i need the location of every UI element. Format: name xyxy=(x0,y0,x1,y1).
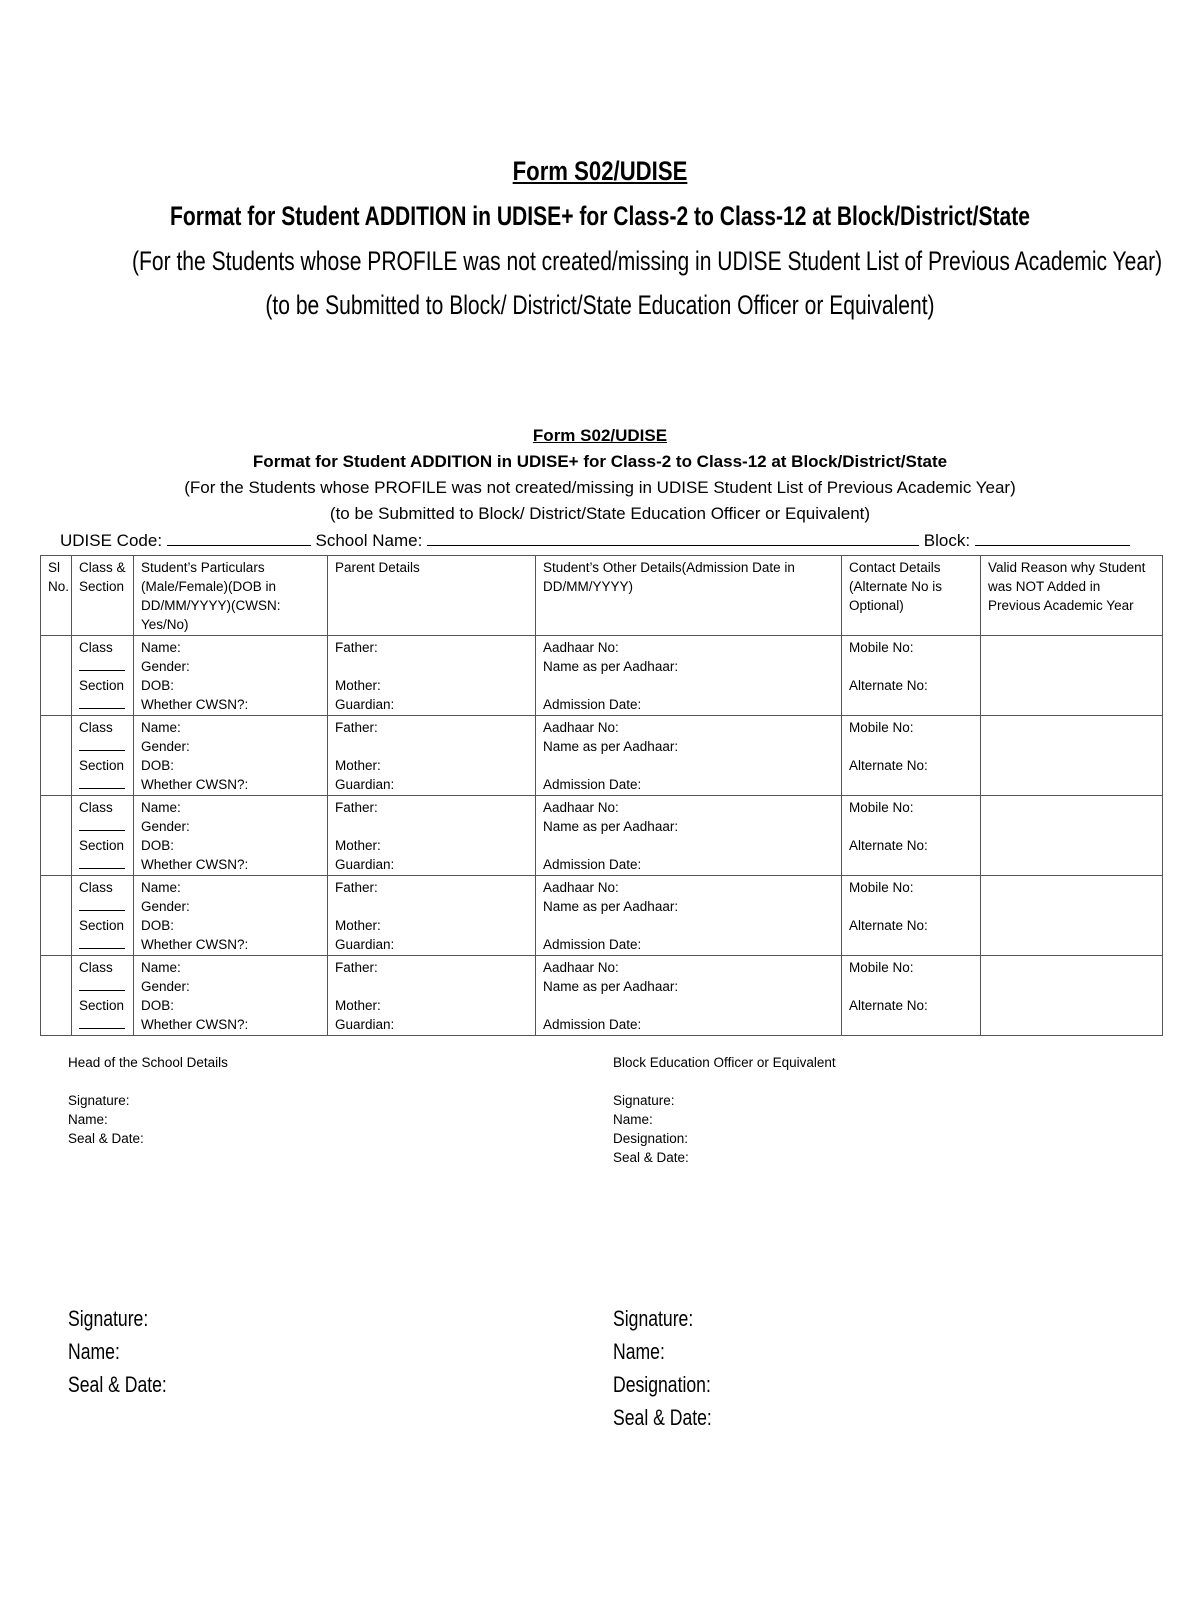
admission-date-label: Admission Date: xyxy=(543,1017,642,1032)
sno-cell[interactable] xyxy=(41,716,72,796)
other-details-cell[interactable] xyxy=(536,636,842,716)
reason-cell[interactable] xyxy=(981,956,1163,1036)
other-details-cell[interactable] xyxy=(536,876,842,956)
admission-date-label: Admission Date: xyxy=(543,937,642,952)
section-label: Section xyxy=(79,758,125,773)
col-sno: Sl No. xyxy=(41,556,72,636)
large-head-seal-label: Seal & Date: xyxy=(68,1372,167,1397)
class-blank[interactable] xyxy=(79,738,125,751)
mobile-label: Mobile No: xyxy=(849,800,914,815)
cwsn-label: Whether CWSN?: xyxy=(141,937,249,952)
beo-title: Block Education Officer or Equivalent xyxy=(613,1055,836,1070)
sno-cell[interactable] xyxy=(41,636,72,716)
other-details-cell[interactable] xyxy=(536,796,842,876)
large-form-id: Form S02/UDISE xyxy=(512,156,688,186)
reason-cell[interactable] xyxy=(981,796,1163,876)
class-blank[interactable] xyxy=(79,658,125,671)
alternate-label: Alternate No: xyxy=(849,758,928,773)
dob-label: DOB: xyxy=(141,678,175,693)
name-label: Name: xyxy=(141,640,181,655)
particulars-cell[interactable] xyxy=(134,636,328,716)
guardian-label: Guardian: xyxy=(335,1017,395,1032)
other-details-cell[interactable] xyxy=(536,716,842,796)
guardian-label: Guardian: xyxy=(335,937,395,952)
aadhaar-label: Aadhaar No: xyxy=(543,720,619,735)
class-label: Class xyxy=(79,640,113,655)
dob-label: DOB: xyxy=(141,758,175,773)
mother-label: Mother: xyxy=(335,758,381,773)
contact-cell[interactable] xyxy=(842,956,981,1036)
reason-cell[interactable] xyxy=(981,636,1163,716)
class-blank[interactable] xyxy=(79,818,125,831)
beo-seal-label: Seal & Date: xyxy=(613,1150,689,1165)
class-label: Class xyxy=(79,720,113,735)
form-subtitle-2: (to be Submitted to Block/ District/State Education Officer or Equivalent) xyxy=(329,504,871,523)
large-beo-seal-label: Seal & Date: xyxy=(613,1405,712,1430)
large-form-title: Format for Student ADDITION in UDISE+ for Class-2 to Class-12 at Block/District/State xyxy=(170,201,1030,231)
admission-date-label: Admission Date: xyxy=(543,697,642,712)
school-name-field[interactable] xyxy=(427,530,919,546)
class-blank[interactable] xyxy=(79,978,125,991)
reason-cell[interactable] xyxy=(981,716,1163,796)
large-head-signature-label: Signature: xyxy=(68,1306,149,1331)
contact-cell[interactable] xyxy=(842,636,981,716)
aadhaar-name-label: Name as per Aadhaar: xyxy=(543,739,679,754)
head-of-school-details xyxy=(68,1053,228,1148)
name-label: Name: xyxy=(141,800,181,815)
class-section-cell[interactable] xyxy=(72,716,134,796)
admission-date-label: Admission Date: xyxy=(543,777,642,792)
section-label: Section xyxy=(79,678,125,693)
beo-name-label: Name: xyxy=(613,1112,653,1127)
particulars-cell[interactable] xyxy=(134,716,328,796)
cwsn-label: Whether CWSN?: xyxy=(141,1017,249,1032)
col-class-section: Class & Section xyxy=(72,556,134,636)
gender-label: Gender: xyxy=(141,899,190,914)
large-beo-name-label: Name: xyxy=(613,1339,665,1364)
mobile-label: Mobile No: xyxy=(849,640,914,655)
aadhaar-name-label: Name as per Aadhaar: xyxy=(543,899,679,914)
form-subtitle-1: (For the Students whose PROFILE was not created/missing in UDISE Student List of Previous Academic Year) xyxy=(184,478,1016,497)
father-label: Father: xyxy=(335,640,378,655)
mother-label: Mother: xyxy=(335,998,381,1013)
cwsn-label: Whether CWSN?: xyxy=(141,697,249,712)
aadhaar-label: Aadhaar No: xyxy=(543,640,619,655)
mobile-label: Mobile No: xyxy=(849,960,914,975)
large-beo-signature-label: Signature: xyxy=(613,1306,694,1331)
class-blank[interactable] xyxy=(79,898,125,911)
father-label: Father: xyxy=(335,800,378,815)
parent-cell[interactable] xyxy=(328,716,536,796)
table-row xyxy=(41,716,1163,796)
dob-label: DOB: xyxy=(141,918,175,933)
col-reason: Valid Reason why Student was NOT Added in Previous Academic Year xyxy=(981,556,1163,636)
alternate-label: Alternate No: xyxy=(849,678,928,693)
alternate-label: Alternate No: xyxy=(849,998,928,1013)
beo-signature-label: Signature: xyxy=(613,1093,675,1108)
class-label: Class xyxy=(79,960,113,975)
reason-cell[interactable] xyxy=(981,876,1163,956)
sno-cell[interactable] xyxy=(41,956,72,1036)
section-blank[interactable] xyxy=(79,776,125,789)
col-contact: Contact Details (Alternate No is Optional) xyxy=(842,556,981,636)
class-label: Class xyxy=(79,880,113,895)
section-label: Section xyxy=(79,838,125,853)
contact-cell[interactable] xyxy=(842,796,981,876)
parent-cell[interactable] xyxy=(328,876,536,956)
admission-date-label: Admission Date: xyxy=(543,857,642,872)
col-particulars: Student’s Particulars (Male/Female)(DOB in DD/MM/YYYY)(CWSN: Yes/No) xyxy=(134,556,328,636)
mobile-label: Mobile No: xyxy=(849,720,914,735)
table-header-row xyxy=(41,556,1163,636)
mother-label: Mother: xyxy=(335,918,381,933)
gender-label: Gender: xyxy=(141,659,190,674)
head-title: Head of the School Details xyxy=(68,1055,228,1070)
contact-cell[interactable] xyxy=(842,716,981,796)
gender-label: Gender: xyxy=(141,979,190,994)
particulars-cell[interactable] xyxy=(134,876,328,956)
beo-details xyxy=(613,1053,836,1167)
section-blank[interactable] xyxy=(79,856,125,869)
aadhaar-name-label: Name as per Aadhaar: xyxy=(543,819,679,834)
form-id: Form S02/UDISE xyxy=(532,426,668,445)
class-section-cell[interactable] xyxy=(72,956,134,1036)
dob-label: DOB: xyxy=(141,998,175,1013)
aadhaar-label: Aadhaar No: xyxy=(543,880,619,895)
name-label: Name: xyxy=(141,960,181,975)
other-details-cell[interactable] xyxy=(536,956,842,1036)
section-blank[interactable] xyxy=(79,936,125,949)
block-label: Block: xyxy=(923,531,971,550)
udise-code-field[interactable] xyxy=(167,530,311,546)
large-beo-signature-block xyxy=(613,1302,712,1434)
student-table xyxy=(40,555,1163,1036)
col-other: Student’s Other Details(Admission Date in DD/MM/YYYY) xyxy=(536,556,842,636)
mother-label: Mother: xyxy=(335,838,381,853)
table-row xyxy=(41,876,1163,956)
class-section-cell[interactable] xyxy=(72,876,134,956)
particulars-cell[interactable] xyxy=(134,956,328,1036)
school-name-label: School Name: xyxy=(315,531,423,550)
father-label: Father: xyxy=(335,880,378,895)
particulars-cell[interactable] xyxy=(134,796,328,876)
large-beo-designation-label: Designation: xyxy=(613,1372,711,1397)
cwsn-label: Whether CWSN?: xyxy=(141,857,249,872)
alternate-label: Alternate No: xyxy=(849,838,928,853)
gender-label: Gender: xyxy=(141,739,190,754)
class-section-cell[interactable] xyxy=(72,636,134,716)
name-label: Name: xyxy=(141,720,181,735)
cwsn-label: Whether CWSN?: xyxy=(141,777,249,792)
beo-designation-label: Designation: xyxy=(613,1131,689,1146)
parent-cell[interactable] xyxy=(328,636,536,716)
parent-cell[interactable] xyxy=(328,796,536,876)
large-head-name-label: Name: xyxy=(68,1339,120,1364)
block-field[interactable] xyxy=(975,530,1130,546)
section-blank[interactable] xyxy=(79,696,125,709)
table-row xyxy=(41,956,1163,1036)
aadhaar-name-label: Name as per Aadhaar: xyxy=(543,659,679,674)
table-row xyxy=(41,796,1163,876)
col-parent: Parent Details xyxy=(328,556,536,636)
father-label: Father: xyxy=(335,960,378,975)
section-label: Section xyxy=(79,998,125,1013)
guardian-label: Guardian: xyxy=(335,697,395,712)
contact-cell[interactable] xyxy=(842,876,981,956)
mother-label: Mother: xyxy=(335,678,381,693)
large-head-signature-block xyxy=(68,1302,167,1401)
name-label: Name: xyxy=(141,880,181,895)
guardian-label: Guardian: xyxy=(335,777,395,792)
aadhaar-label: Aadhaar No: xyxy=(543,800,619,815)
table-row xyxy=(41,636,1163,716)
class-label: Class xyxy=(79,800,113,815)
alternate-label: Alternate No: xyxy=(849,918,928,933)
guardian-label: Guardian: xyxy=(335,857,395,872)
parent-cell[interactable] xyxy=(328,956,536,1036)
gender-label: Gender: xyxy=(141,819,190,834)
form-title: Format for Student ADDITION in UDISE+ for Class-2 to Class-12 at Block/District/State xyxy=(252,452,948,471)
large-form-subtitle-1: (For the Students whose PROFILE was not created/missing in UDISE Student List of Previous Academic Year) xyxy=(132,246,1163,276)
sno-cell[interactable] xyxy=(41,796,72,876)
aadhaar-label: Aadhaar No: xyxy=(543,960,619,975)
dob-label: DOB: xyxy=(141,838,175,853)
head-signature-label: Signature: xyxy=(68,1093,130,1108)
head-seal-label: Seal & Date: xyxy=(68,1131,144,1146)
father-label: Father: xyxy=(335,720,378,735)
class-section-cell[interactable] xyxy=(72,796,134,876)
school-info-line xyxy=(60,530,1160,551)
sno-cell[interactable] xyxy=(41,876,72,956)
udise-code-label: UDISE Code: xyxy=(60,531,163,550)
section-label: Section xyxy=(79,918,125,933)
section-blank[interactable] xyxy=(79,1016,125,1029)
large-form-subtitle-2: (to be Submitted to Block/ District/State Education Officer or Equivalent) xyxy=(265,290,935,320)
aadhaar-name-label: Name as per Aadhaar: xyxy=(543,979,679,994)
mobile-label: Mobile No: xyxy=(849,880,914,895)
head-name-label: Name: xyxy=(68,1112,108,1127)
